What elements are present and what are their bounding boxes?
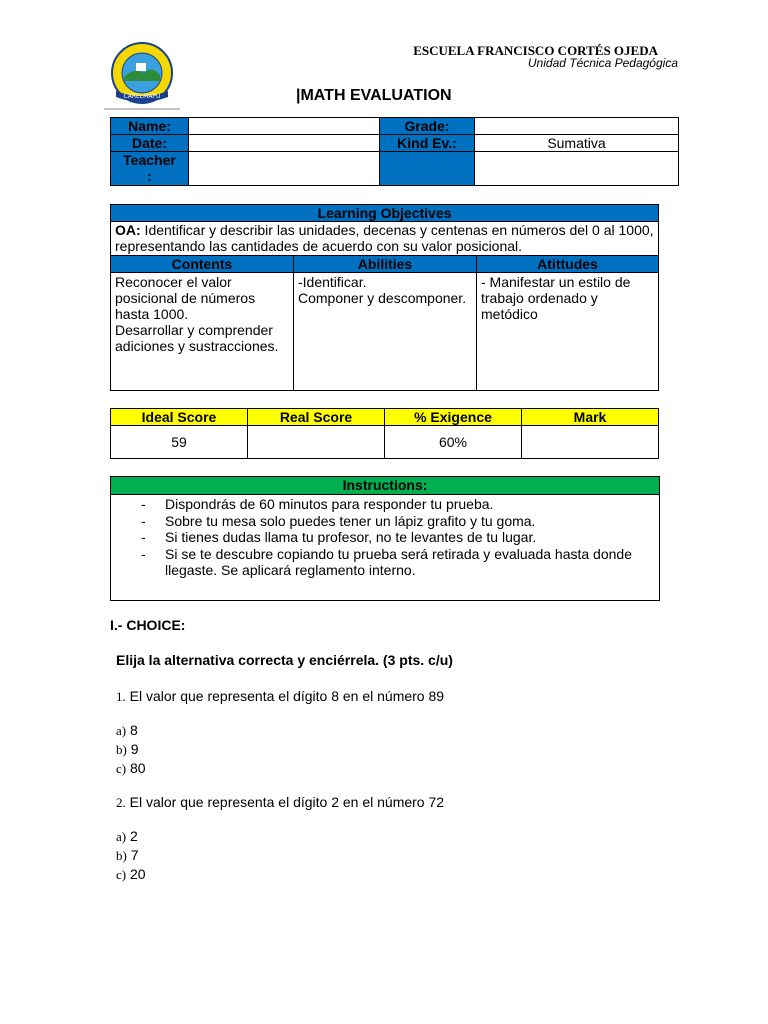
objectives-table	[110, 204, 659, 391]
attitudes-cell	[477, 273, 659, 391]
option-b[interactable]	[116, 740, 146, 759]
instruction-item: - Sobre tu mesa solo puedes tener un lápiz grafito y tu goma.	[141, 513, 659, 530]
page-title: |MATH EVALUATION	[296, 87, 452, 104]
name-field[interactable]	[189, 118, 380, 135]
option-a[interactable]	[116, 827, 146, 846]
school-name: ESCUELA FRANCISCO CORTÉS OJEDA	[413, 43, 658, 58]
option-letter: b)	[116, 848, 127, 863]
contents-item: Desarrollar y comprender adiciones y sustracciones.	[115, 322, 279, 354]
abilities-item: Componer y descomponer.	[298, 290, 467, 306]
kind-label: Kind Ev.:	[380, 135, 475, 152]
student-info-table	[110, 117, 679, 186]
question-2-options	[116, 827, 146, 884]
instruction-item: - Dispondrás de 60 minutos para responder tu prueba.	[141, 496, 659, 513]
objectives-heading: Learning Objectives	[111, 205, 659, 222]
empty-blue-cell	[380, 152, 475, 186]
option-letter: a)	[116, 829, 127, 844]
option-text: 8	[130, 722, 138, 738]
option-text: 9	[130, 741, 139, 757]
real-score-label: Real Score	[248, 409, 385, 426]
exigence-value: 60%	[385, 426, 522, 459]
option-c[interactable]	[116, 865, 146, 884]
contents-cell	[111, 273, 294, 391]
question-number: 2.	[116, 795, 126, 810]
option-c[interactable]	[116, 759, 146, 778]
teacher-label-colon: :	[147, 168, 152, 184]
grade-label: Grade:	[380, 118, 475, 135]
question-text: El valor que representa el dígito 8 en el número 89	[129, 688, 445, 704]
contents-item: Reconocer el valor posicional de números hasta 1000.	[115, 274, 256, 322]
oa-text: Identificar y describir las unidades, decenas y centenas en números del 0 al 1000, representando las cantidades de acuerdo con su valor posicional.	[115, 222, 654, 254]
contents-heading: Contents	[111, 256, 294, 273]
oa-label: OA:	[115, 222, 141, 238]
mark-field[interactable]	[522, 426, 659, 459]
empty-cell	[475, 152, 679, 186]
option-letter: a)	[116, 723, 127, 738]
question-number: 1.	[116, 689, 126, 704]
option-letter: b)	[116, 742, 127, 757]
abilities-item: -Identificar.	[298, 274, 367, 290]
abilities-heading: Abilities	[294, 256, 477, 273]
exigence-label: % Exigence	[385, 409, 522, 426]
option-text: 20	[130, 866, 146, 882]
instructions-heading: Instructions:	[111, 477, 659, 495]
instruction-item: - Si se te descubre copiando tu prueba será retirada y evaluada hasta donde llegaste. Se aplicará reglamento interno.	[141, 546, 659, 579]
option-text: 2	[130, 828, 138, 844]
mark-label: Mark	[522, 409, 659, 426]
option-text: 80	[130, 760, 146, 776]
logo-banner-text: CARELMAPU	[123, 93, 161, 100]
real-score-field[interactable]	[248, 426, 385, 459]
unit-name: Unidad Técnica Pedagógica	[527, 56, 678, 70]
teacher-label-text: Teacher	[123, 152, 176, 168]
instructions-list	[111, 495, 659, 579]
option-a[interactable]	[116, 721, 146, 740]
question-2	[116, 794, 444, 811]
option-letter: c)	[116, 867, 127, 882]
school-logo	[104, 41, 180, 113]
abilities-cell	[294, 273, 477, 391]
kind-value: Sumativa	[475, 135, 679, 152]
date-label: Date:	[111, 135, 189, 152]
question-1-options	[116, 721, 146, 778]
ideal-score-value: 59	[111, 426, 248, 459]
name-label: Name:	[111, 118, 189, 135]
instruction-item: - Si tienes dudas llama tu profesor, no te levantes de tu lugar.	[141, 529, 659, 546]
option-b[interactable]	[116, 846, 146, 865]
date-field[interactable]	[189, 135, 380, 152]
score-table	[110, 408, 659, 459]
option-letter: c)	[116, 761, 127, 776]
teacher-field[interactable]	[189, 152, 380, 186]
question-1	[116, 688, 444, 705]
section-instruction: Elija la alternativa correcta y enciérrela. (3 pts. c/u)	[116, 652, 453, 668]
ideal-score-label: Ideal Score	[111, 409, 248, 426]
question-text: El valor que representa el dígito 2 en el número 72	[129, 794, 445, 810]
attitudes-heading: Atittudes	[477, 256, 659, 273]
option-text: 7	[130, 847, 139, 863]
instructions-box	[110, 476, 660, 601]
oa-cell	[111, 222, 659, 256]
attitudes-item: - Manifestar un estilo de trabajo ordenado y metódico	[481, 274, 631, 322]
section-title: I.- CHOICE:	[110, 617, 186, 633]
teacher-label	[111, 152, 189, 186]
grade-field[interactable]	[475, 118, 679, 135]
